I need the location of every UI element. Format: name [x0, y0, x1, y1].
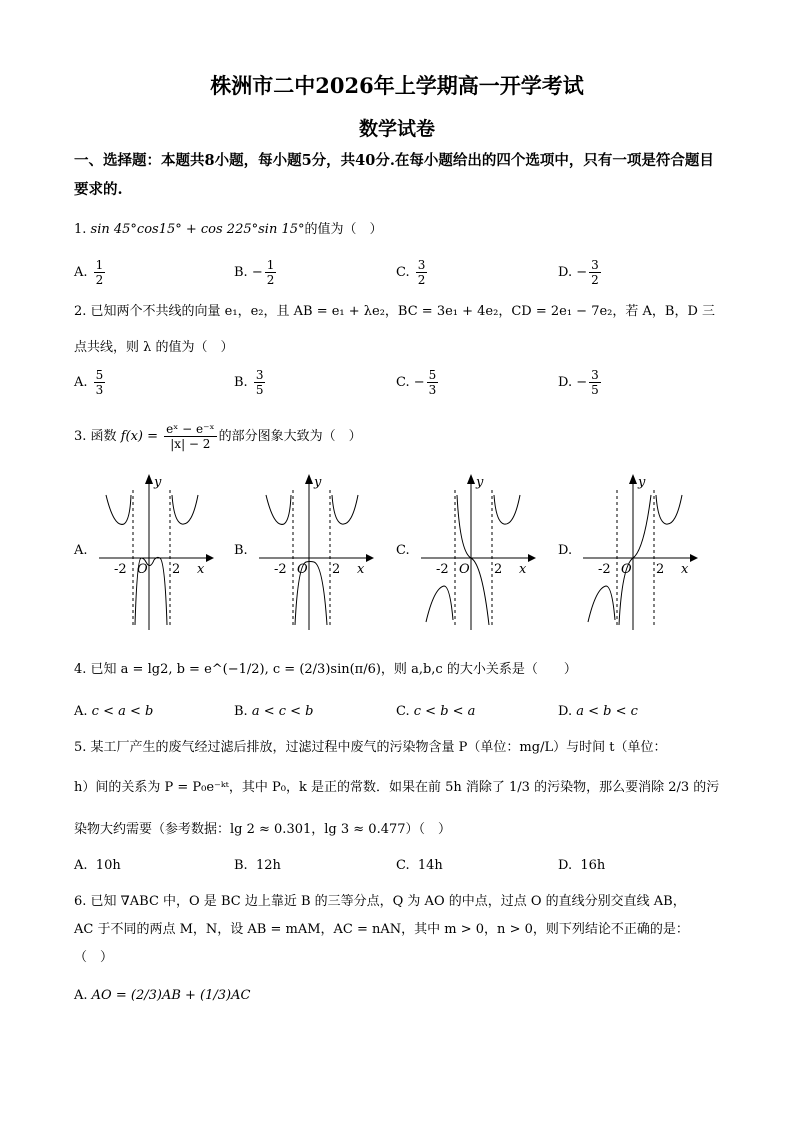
svg-text:y: y: [314, 475, 322, 490]
svg-text:x: x: [519, 562, 527, 577]
q4-option-b[interactable]: B. a < c < b: [234, 704, 314, 719]
svg-text:-2: -2: [274, 562, 287, 577]
q3-function: f(x) =: [120, 429, 159, 444]
q4-option-a[interactable]: A. c < a < b: [74, 704, 154, 719]
svg-text:2: 2: [656, 562, 665, 577]
question-2-line-2: 点共线，则 λ 的值为（ ）: [74, 340, 234, 355]
svg-text:x: x: [681, 562, 689, 577]
q5-option-c[interactable]: C. 14h: [396, 858, 443, 873]
q1-option-d[interactable]: D. − $\frac{3}{2}$: [558, 258, 599, 287]
q6-option-a[interactable]: A. AO = (2/3)AB + (1/3)AC: [74, 988, 251, 1003]
question-6-line-2: AC 于不同的两点 M，N，设 AB = mAM，AC = nAN，其中 m > 0，n > 0，则下列结论不正确的是：: [74, 922, 689, 937]
q2-option-c[interactable]: C. − $\frac{5}{3}$: [396, 368, 437, 397]
q3-graph-d-label[interactable]: D.: [558, 543, 573, 558]
q1-tail: 的值为（ ）: [304, 222, 383, 237]
question-4: 4. 已知 a = lg2, b = e^(−1/2), c = (2/3)sin(π/6)，则 a,b,c 的大小关系是（ ）: [74, 662, 577, 677]
svg-text:-2: -2: [436, 562, 449, 577]
svg-text:y: y: [476, 475, 484, 490]
q2-option-d[interactable]: D. − $\frac{3}{5}$: [558, 368, 599, 397]
svg-text:O: O: [137, 562, 148, 577]
question-6-line-3: （ ）: [74, 950, 114, 965]
svg-text:O: O: [297, 562, 308, 577]
q2-option-b[interactable]: B. $\frac{3}{5}$: [234, 368, 264, 397]
svg-text:2: 2: [494, 562, 503, 577]
q3-graph-c-label[interactable]: C.: [396, 543, 410, 558]
q3-graph-b[interactable]: [254, 470, 374, 630]
svg-text:y: y: [638, 475, 646, 490]
q4-option-c[interactable]: C. c < b < a: [396, 704, 476, 719]
question-3: 3. 函数 f(x) = $\frac{\text{eˣ − e⁻ˣ}}{|x| - 2}$ 的部分图象大致为（ ）: [74, 422, 362, 451]
question-6-line-1: 6. 已知 ∇ABC 中，O 是 BC 边上靠近 B 的三等分点，Q 为 AO 的中点，过点 O 的直线分别交直线 AB，: [74, 894, 686, 909]
svg-text:y: y: [154, 475, 162, 490]
q5-option-a[interactable]: A. 10h: [74, 858, 121, 873]
q5-option-d[interactable]: D. 16h: [558, 858, 606, 873]
q4-stem: 已知 a = lg2, b = e^(−1/2), c = (2/3)sin(π/6)，则 a,b,c 的大小关系是（ ）: [90, 662, 577, 677]
exam-title: 株洲市二中2026年上学期高一开学考试: [210, 73, 584, 98]
q6-option-a-value: AO = (2/3)AB + (1/3)AC: [91, 988, 251, 1003]
section-1-heading: 一、选择题：本题共8小题，每小题5分，共40分.在每小题给出的四个选项中，只有一项是符合题目要求的.: [74, 152, 714, 198]
svg-text:x: x: [357, 562, 365, 577]
q4-option-d[interactable]: D. a < b < c: [558, 704, 638, 719]
svg-text:O: O: [459, 562, 470, 577]
question-1: [74, 220, 734, 240]
q1-stem: sin 45°cos15° + cos 225°sin 15°: [90, 222, 305, 237]
q1-option-a[interactable]: A. $\frac{1}{2}$: [74, 258, 104, 287]
q1-option-b[interactable]: B. − $\frac{1}{2}$: [234, 258, 275, 287]
svg-text:x: x: [197, 562, 205, 577]
q3-graph-c[interactable]: [416, 470, 536, 630]
svg-text:2: 2: [172, 562, 181, 577]
q1-option-c[interactable]: C. $\frac{3}{2}$: [396, 258, 426, 287]
q3-graphs: [74, 470, 714, 635]
question-2-line-1: 2. 已知两个不共线的向量 e₁，e₂，且 AB = e₁ + λe₂，BC = 3e₁ + 4e₂，CD = 2e₁ − 7e₂，若 A，B，D 三: [74, 304, 715, 319]
q3-graph-a[interactable]: [94, 470, 214, 630]
q2-option-a[interactable]: A. $\frac{5}{3}$: [74, 368, 104, 397]
question-5-line-3: 染物大约需要（参考数据：lg 2 ≈ 0.301，lg 3 ≈ 0.477）（ ）: [74, 822, 452, 837]
exam-subtitle: 数学试卷: [358, 118, 435, 140]
svg-text:O: O: [621, 562, 632, 577]
q5-option-b[interactable]: B. 12h: [234, 858, 281, 873]
question-5-line-2: h）间的关系为 P = P₀e⁻ᵏᵗ，其中 P₀，k 是正的常数．如果在前 5h 消除了 1/3 的污染物，那么要消除 2/3 的污: [74, 780, 720, 795]
question-5-line-1: 5. 某工厂产生的废气经过滤后排放，过滤过程中废气的污染物含量 P（单位：mg/L）与时间 t（单位：: [74, 740, 667, 755]
q3-graph-d[interactable]: [578, 470, 698, 630]
q1-number: 1.: [74, 222, 87, 237]
svg-text:-2: -2: [598, 562, 611, 577]
svg-text:-2: -2: [114, 562, 127, 577]
q3-graph-a-label[interactable]: A.: [74, 543, 88, 558]
svg-text:2: 2: [332, 562, 341, 577]
q2-line-1: 已知两个不共线的向量 e₁，e₂，且 AB = e₁ + λe₂，BC = 3e₁ + 4e₂，CD = 2e₁ − 7e₂，若 A，B，D 三: [90, 304, 715, 319]
q3-graph-b-label[interactable]: B.: [234, 543, 248, 558]
